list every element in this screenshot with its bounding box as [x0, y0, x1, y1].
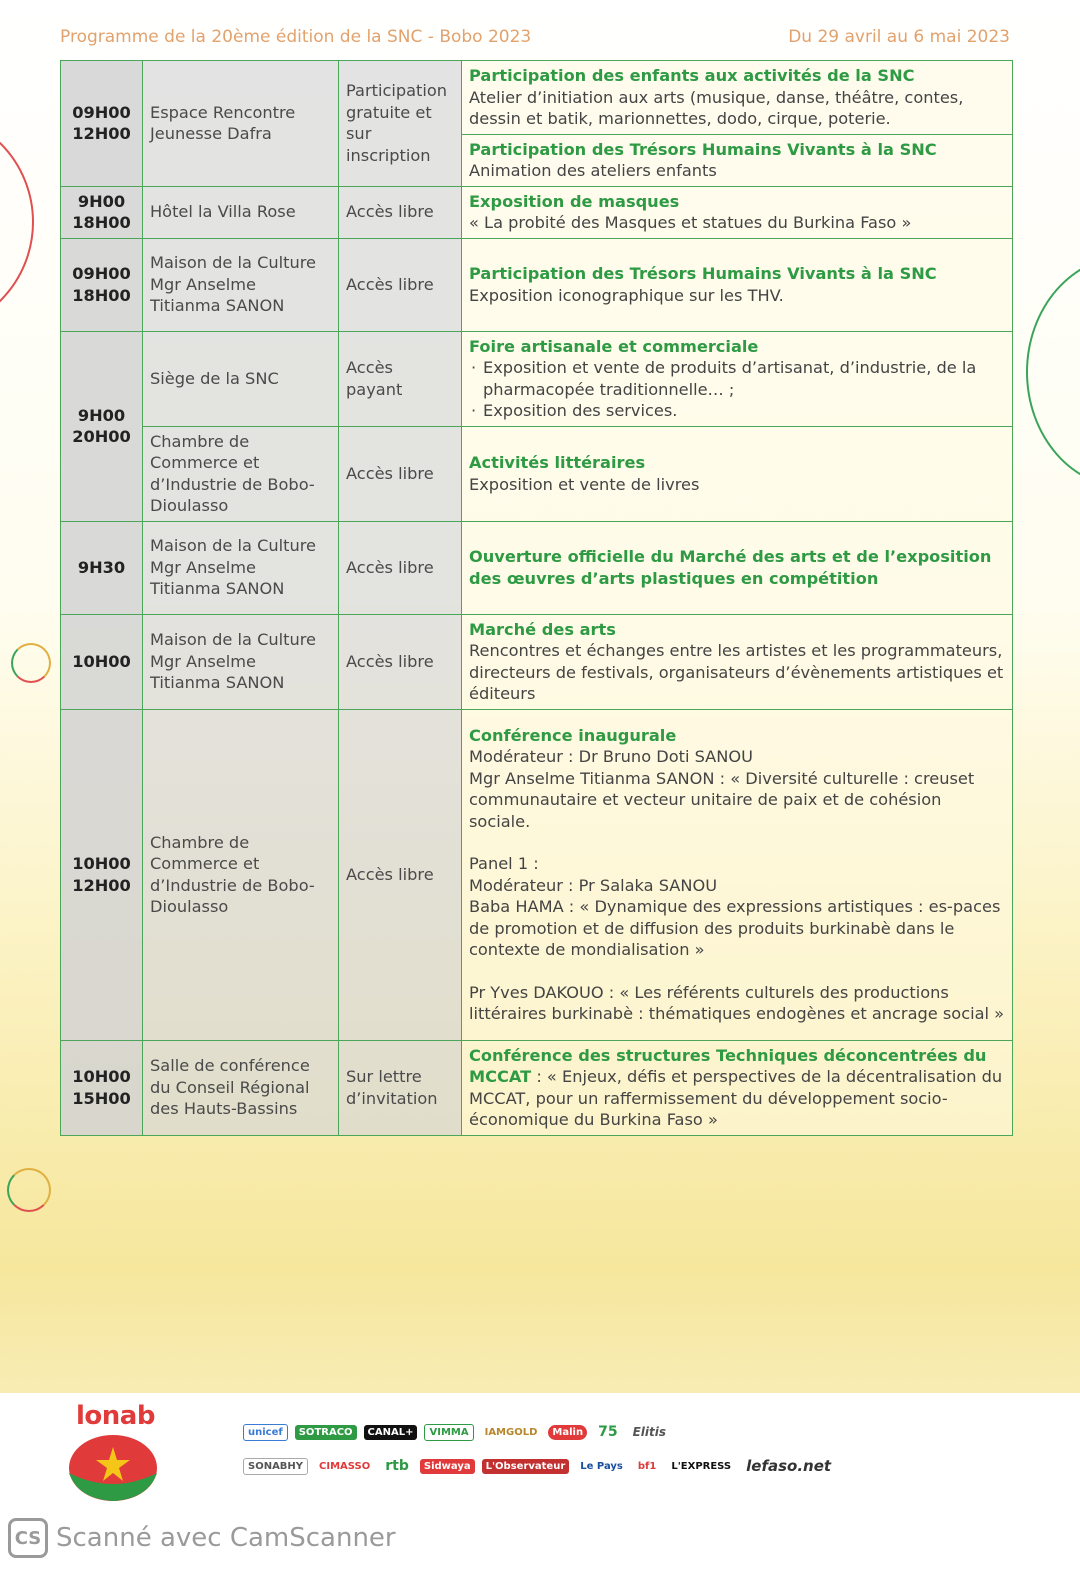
- table-row: [61, 426, 1013, 521]
- activity-text: Exposition iconographique sur les THV.: [469, 285, 784, 305]
- time-cell: [61, 238, 143, 331]
- sponsor-logo: Malin: [548, 1425, 587, 1440]
- time-cell: [61, 521, 143, 614]
- moderator-line: Modérateur : Pr Salaka SANOU: [469, 875, 718, 895]
- sponsor-logo: lefaso.net: [746, 1457, 832, 1475]
- activity-text: Rencontres et échanges entre les artistes et les programmateurs, directeurs de festivals, organisateurs d’évènements artistiques et éditeurs: [469, 641, 1004, 703]
- start-time: 9H00: [77, 405, 126, 425]
- table-row: [61, 709, 1013, 1040]
- burkina-flag-icon: [68, 1433, 158, 1503]
- decor-green-arc: [1026, 255, 1080, 489]
- activity-cell: [462, 521, 1013, 614]
- table-row: [61, 61, 1013, 135]
- access-cell: Participation gratuite et sur inscription: [339, 61, 462, 187]
- time-cell: [61, 331, 143, 521]
- start-time: 10H00: [72, 854, 131, 873]
- activity-cell: [462, 1040, 1013, 1135]
- sponsor-logo: rtb: [385, 1458, 409, 1474]
- activity-text: Atelier d’initiation aux arts (musique, danse, théâtre, contes, dessin et batik, marionnettes, dodo, cirque, poterie.: [469, 87, 964, 128]
- sponsor-logo: SONABHY: [243, 1458, 308, 1475]
- activity-cell: [462, 331, 1013, 426]
- sponsor-logo: Sidwaya: [420, 1459, 475, 1474]
- sponsor-logo: unicef: [243, 1424, 288, 1441]
- sponsor-logo: Elitis: [632, 1425, 666, 1439]
- decor-ring-1: [11, 643, 51, 683]
- sponsor-logo: VIMMA: [424, 1424, 473, 1441]
- venue-cell: Espace Rencontre Jeunesse Dafra: [143, 61, 339, 187]
- activity-title: Conférence inaugurale: [469, 725, 677, 745]
- speaker-line: Pr Yves DAKOUO : « Les référents culturels des productions littéraires burkinabè : thématiques endogènes et ancrage social »: [469, 982, 1005, 1023]
- end-time: 18H00: [72, 213, 131, 232]
- table-row: [61, 238, 1013, 331]
- access-cell: Accès libre: [339, 614, 462, 709]
- sponsor-logo: CIMASSO: [319, 1460, 371, 1472]
- decor-red-arc: [0, 110, 34, 334]
- end-time: 12H00: [72, 875, 131, 895]
- activity-title: Ouverture officielle du Marché des arts et de l’exposition des œuvres d’arts plastiques en compétition: [469, 547, 992, 588]
- bullet-item: · Exposition des services.: [469, 400, 1005, 422]
- venue-cell: Siège de la SNC: [143, 331, 339, 426]
- activity-title: Foire artisanale et commerciale: [469, 336, 759, 356]
- activity-cell: [462, 134, 1013, 186]
- activity-title: Participation des Trésors Humains Vivants à la SNC: [469, 139, 937, 159]
- sponsor-logo: L'Observateur: [482, 1459, 570, 1474]
- sponsor-logo: IAMGOLD: [484, 1426, 538, 1438]
- venue-cell: Chambre de Commerce et d’Industrie de Bobo-Dioulasso: [143, 709, 339, 1040]
- sponsor-logo: bf1: [637, 1460, 657, 1472]
- access-cell: Accès libre: [339, 521, 462, 614]
- venue-cell: Maison de la Culture Mgr Anselme Titianma SANON: [143, 614, 339, 709]
- sponsor-logo: CANAL+: [364, 1425, 418, 1440]
- camscanner-watermark: [8, 1518, 396, 1558]
- table-row: [61, 614, 1013, 709]
- activity-text: Animation des ateliers enfants: [469, 161, 717, 180]
- activity-cell: [462, 709, 1013, 1040]
- moderator-line: Modérateur : Dr Bruno Doti SANOU: [469, 747, 753, 766]
- sponsor-row: [243, 1415, 1013, 1449]
- time-cell: [61, 61, 143, 187]
- access-cell: Accès libre: [339, 238, 462, 331]
- camscanner-text: Scanné avec CamScanner: [56, 1523, 396, 1553]
- activity-cell: [462, 426, 1013, 521]
- end-time: 15H00: [72, 1088, 131, 1108]
- table-row: [61, 186, 1013, 238]
- table-row: [61, 331, 1013, 426]
- sponsor-logo: L'EXPRESS: [671, 1460, 732, 1472]
- sponsor-logo: 75: [598, 1424, 618, 1440]
- lonab-logo: [68, 1401, 163, 1507]
- start-time: 09H00: [72, 102, 131, 122]
- table-row: [61, 521, 1013, 614]
- access-cell: Accès libre: [339, 709, 462, 1040]
- end-time: 12H00: [72, 124, 131, 144]
- activity-text: « La probité des Masques et statues du Burkina Faso »: [469, 213, 912, 232]
- sponsor-logos: [243, 1415, 1013, 1483]
- panel-title: Panel 1 :: [469, 854, 539, 873]
- start-time: 09H00: [72, 264, 131, 283]
- end-time: 18H00: [72, 285, 131, 305]
- start-time: 9H00: [77, 191, 126, 211]
- time-cell: [61, 1040, 143, 1135]
- activity-title: Participation des enfants aux activités de la SNC: [469, 66, 915, 85]
- header-dates: Du 29 avril au 6 mai 2023: [788, 27, 1010, 47]
- bullet-item: · Exposition et vente de produits d’artisanat, d’industrie, de la pharmacopée traditionnelle… ;: [469, 357, 1005, 400]
- access-cell: Accès libre: [339, 186, 462, 238]
- activity-cell: [462, 61, 1013, 135]
- activity-title: Exposition de masques: [469, 191, 680, 211]
- venue-cell: Hôtel la Villa Rose: [143, 186, 339, 238]
- sponsor-logo: Le Pays: [580, 1460, 623, 1472]
- time-cell: [61, 709, 143, 1040]
- access-cell: Accès payant: [339, 331, 462, 426]
- venue-cell: Maison de la Culture Mgr Anselme Titianma SANON: [143, 238, 339, 331]
- camscanner-icon: CS: [8, 1518, 48, 1558]
- header-programme-title: Programme de la 20ème édition de la SNC - Bobo 2023: [60, 27, 532, 47]
- activity-text: : « Enjeux, défis et perspectives de la décentralisation du MCCAT, pour un raffermissement du développement socio-économique du Burkina Faso »: [469, 1067, 1003, 1129]
- sponsor-row: [243, 1449, 1013, 1483]
- activity-title: Activités littéraires: [469, 453, 646, 472]
- programme-table: [60, 60, 1013, 1136]
- activity-cell: [462, 238, 1013, 331]
- end-time: 20H00: [72, 427, 131, 446]
- activity-title: Participation des Trésors Humains Vivants à la SNC: [469, 264, 937, 283]
- table-row: [61, 1040, 1013, 1135]
- time-cell: [61, 614, 143, 709]
- speaker-line: Mgr Anselme Titianma SANON : « Diversité culturelle : creuset communautaire et vecteur unitaire de paix et de cohésion sociale.: [469, 768, 975, 831]
- start-time: 10H00: [72, 1067, 131, 1086]
- access-cell: Accès libre: [339, 426, 462, 521]
- venue-cell: Chambre de Commerce et d’Industrie de Bobo-Dioulasso: [143, 426, 339, 521]
- activity-cell: [462, 614, 1013, 709]
- activity-title: Marché des arts: [469, 619, 616, 639]
- activity-cell: [462, 186, 1013, 238]
- lonab-wordmark: lonab: [76, 1401, 155, 1431]
- speaker-line: Baba HAMA : « Dynamique des expressions artistiques : es-paces de promotion et de diffusion des produits burkinabè dans le contexte de mondialisation »: [469, 897, 1001, 959]
- venue-cell: Maison de la Culture Mgr Anselme Titianma SANON: [143, 521, 339, 614]
- time-cell: [61, 186, 143, 238]
- start-time: 10H00: [72, 651, 131, 671]
- venue-cell: Salle de conférence du Conseil Régional des Hauts-Bassins: [143, 1040, 339, 1135]
- decor-ring-2: [7, 1168, 51, 1212]
- activity-text: Exposition et vente de livres: [469, 474, 700, 494]
- sponsor-logo: SOTRACO: [295, 1425, 357, 1440]
- access-cell: Sur lettre d’invitation: [339, 1040, 462, 1135]
- start-time: 9H30: [77, 557, 126, 577]
- activity-title: Conférence des structures Techniques déconcentrées du MCCAT: [469, 1045, 987, 1086]
